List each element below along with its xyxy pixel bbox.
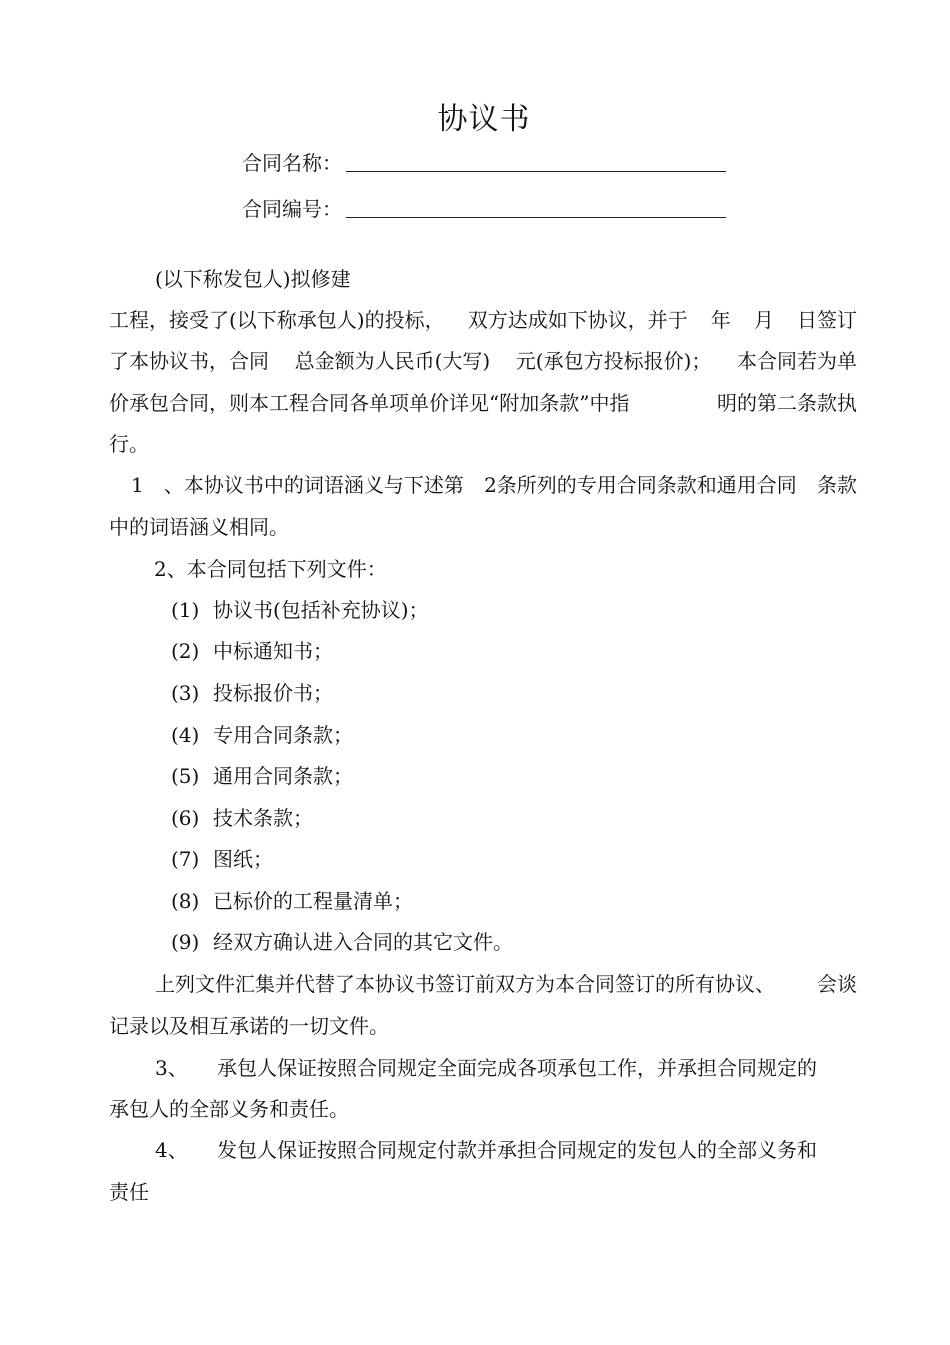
intro-line-3-seg: 本合同若为单 [737,349,857,373]
list-item-number: (1) [171,598,200,622]
list-item-number: (2) [171,639,200,663]
clause-3-line-1: 承包人保证按照合同规定全面完成各项承包工作，并承担合同规定的 [217,1056,817,1080]
list-item [171,846,273,872]
contract-name-label: 合同名称： [242,151,342,175]
intro-line-4-seg: 明的第二条款执 [717,391,857,415]
clause-3-number: 3、 [155,1056,188,1080]
list-item-text: 经双方确认进入合同的其它文件。 [213,930,513,954]
list-item-text: 中标通知书； [213,639,333,663]
intro-line-5: 行。 [109,432,149,456]
list-item-number: (3) [171,681,200,705]
list-item [171,722,353,748]
intro-line-2-seg: 日签订 [796,308,857,332]
list-item-number: (7) [171,847,200,871]
list-item [171,638,333,664]
intro-line-2-seg: 月 [753,308,774,332]
clause-4-line-2: 责任 [109,1180,149,1204]
clause-1-seg: 1 [131,473,144,497]
clause-1-line-1 [131,472,857,498]
list-item-number: (5) [171,764,200,788]
intro-line-3-seg: 了本协议书，合同 [109,349,269,373]
clause-1-line-2: 中的词语涵义相同。 [109,515,289,539]
clause-4-line-1: 发包人保证按照合同规定付款并承担合同规定的发包人的全部义务和 [217,1138,817,1162]
list-item-text: 已标价的工程量清单； [213,889,413,913]
intro-line-3-seg: 元(承包方投标报价)； [515,349,712,373]
list-item-text: 图纸； [213,847,273,871]
list-item [171,929,513,955]
intro-line-2 [109,307,857,333]
contract-name-field[interactable] [346,171,726,172]
intro-line-2-seg: 工程，接受了(以下称承包人)的投标， [109,308,445,332]
clause-2-summary-line-1 [155,971,857,997]
list-item-text: 投标报价书； [213,681,333,705]
intro-line-4 [109,390,857,416]
document-title: 协议书 [437,102,531,137]
list-item [171,597,429,623]
list-item [171,805,313,831]
list-item [171,763,353,789]
contract-number-field[interactable] [346,217,726,218]
intro-line-2-seg: 双方达成如下协议，并于 [467,308,688,332]
list-item-number: (9) [171,930,200,954]
clause-2-summary-line-2: 记录以及相互承诺的一切文件。 [109,1014,389,1038]
clause-1-seg: 条款 [816,473,857,497]
intro-line-4-seg: 价承包合同，则本工程合同各单项单价详见“附加条款”中指 [109,391,630,415]
summary-seg: 上列文件汇集并代替了本协议书签订前双方为本合同签订的所有协议、 [155,972,775,996]
clause-1-seg: 、本协议书中的词语涵义与下述第 [163,473,464,497]
intro-line-2-seg: 年 [710,308,731,332]
clause-2-heading: 2、本合同包括下列文件： [154,557,387,581]
intro-line-3 [109,348,857,374]
list-item-number: (4) [171,723,200,747]
list-item-text: 通用合同条款； [213,764,353,788]
list-item-text: 协议书(包括补充协议)； [213,598,429,622]
summary-seg: 会谈 [817,972,857,996]
list-item-number: (6) [171,806,200,830]
clause-4-number: 4、 [155,1138,188,1162]
list-item-text: 技术条款； [213,806,313,830]
list-item [171,680,333,706]
list-item-number: (8) [171,889,200,913]
list-item-text: 专用合同条款； [213,723,353,747]
clause-3-line-2: 承包人的全部义务和责任。 [109,1097,349,1121]
clause-1-seg: 2条所列的专用合同条款和通用合同 [484,473,797,497]
intro-line-1: (以下称发包人)拟修建 [155,267,351,291]
intro-line-3-seg: 总金额为人民币(大写) [294,349,491,373]
contract-number-label: 合同编号： [242,197,342,221]
list-item [171,888,413,914]
